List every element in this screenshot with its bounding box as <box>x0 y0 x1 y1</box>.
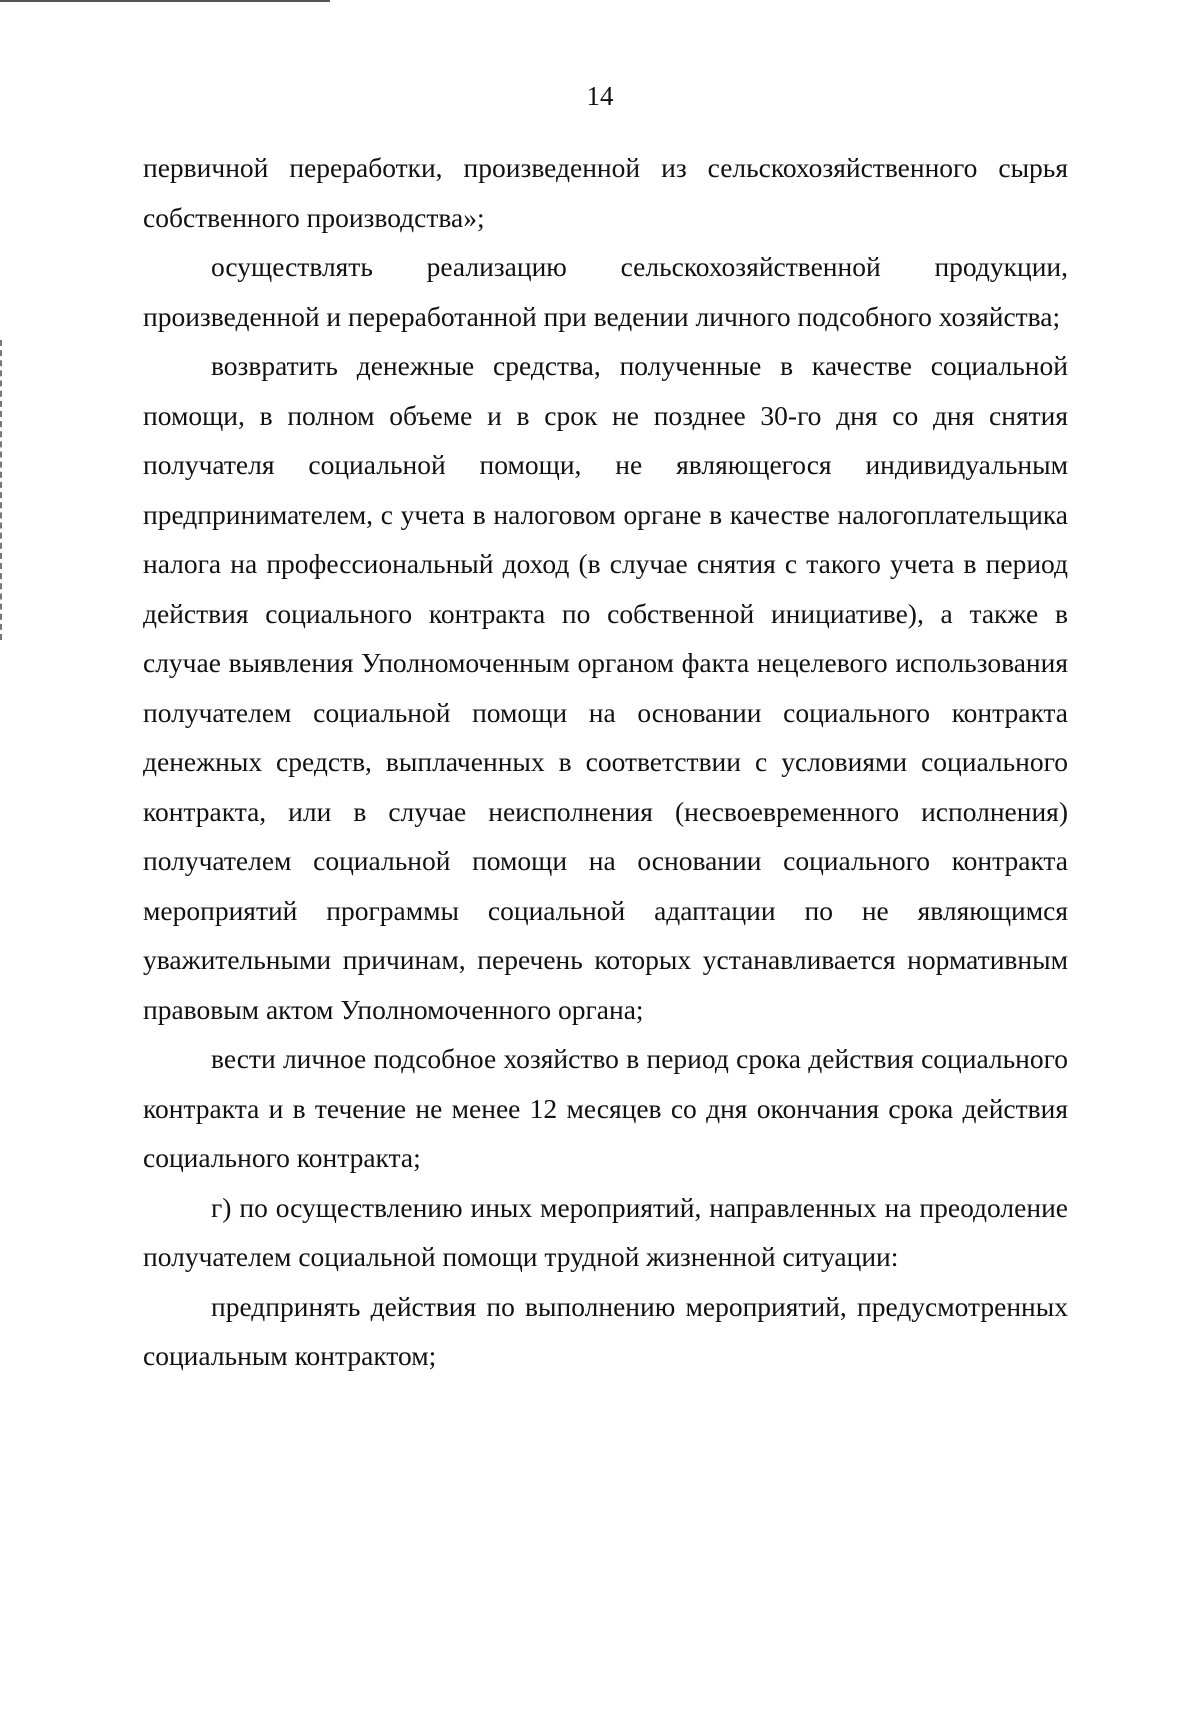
paragraph-2: осуществлять реализацию сельскохозяйственной продукции, произведенной и переработанной при ведении личного подсобного хозяйства; <box>143 251 1068 332</box>
page-number: 14 <box>586 81 614 111</box>
paragraph-5: г) по осуществлению иных мероприятий, направленных на преодоление получателем социальной помощи трудной жизненной ситуации: <box>143 1191 1068 1272</box>
paragraph-3: возвратить денежные средства, полученные в качестве социальной помощи, в полном объеме и в срок не позднее 30-го дня со дня снятия получателя социальной помощи, не являющегося индивидуальным предпринимателем, с учета в налоговом органе в качестве налогоплательщика налога на профессиональный доход (в случае снятия с такого учета в период действия социального контракта по собственной инициативе), а также в случае выявления Уполномоченным органом факта нецелевого использования получателем социальной помощи на основании социального контракта денежных средств, выплаченных в соответствии с условиями социального контракта, или в случае неисполнения (несвоевременного исполнения) получателем социальной помощи на основании социального контракта мероприятий программы социальной адаптации по не являющимся уважительными причинам, перечень которых устанавливается нормативным правовым актом Уполномоченного органа; <box>143 350 1068 1025</box>
paragraph-4: вести личное подсобное хозяйство в период срока действия социального контракта и в течение не менее 12 месяцев со дня окончания срока действия социального контракта; <box>143 1043 1068 1173</box>
scan-edge-top <box>0 0 330 2</box>
scan-edge-left <box>0 340 4 640</box>
paragraph-6: предпринять действия по выполнению мероприятий, предусмотренных социальным контрактом; <box>143 1290 1068 1371</box>
paragraph-1: первичной переработки, произведенной из сельскохозяйственного сырья собственного производства»; <box>143 152 1068 233</box>
document-body <box>143 143 1068 1381</box>
